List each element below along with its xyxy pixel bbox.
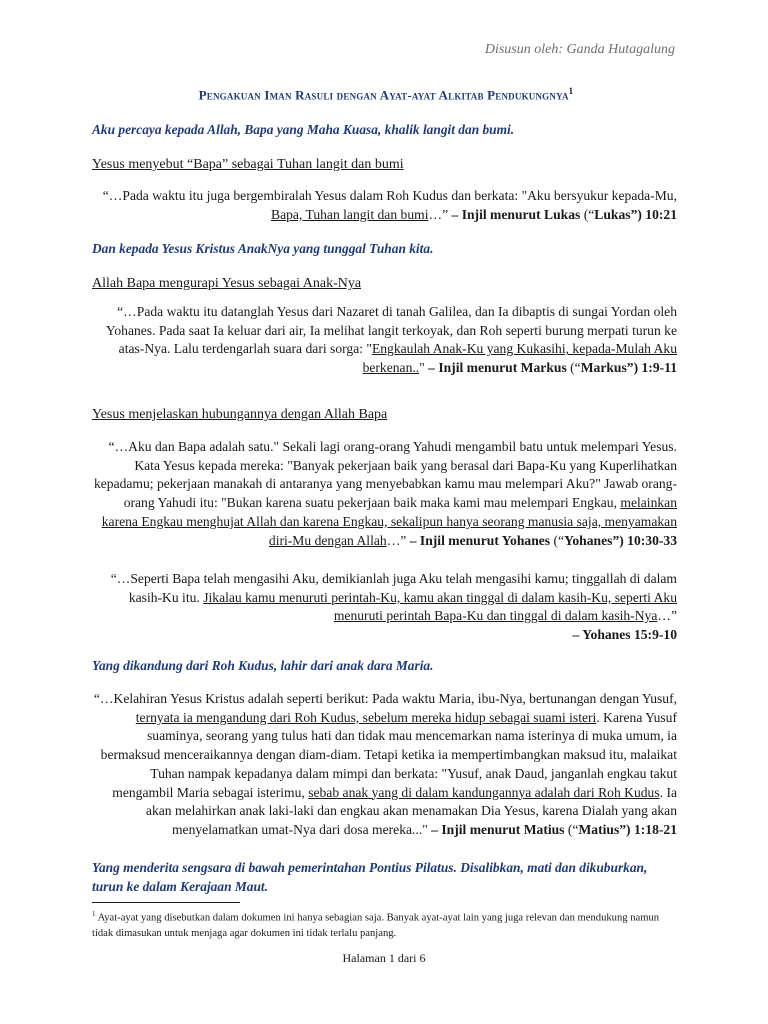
quote-yohanes-15: [92, 570, 677, 645]
quote-underlined: Jikalau kamu menuruti perintah-Ku, kamu akan tinggal di dalam kasih-Ku, seperti Aku menuruti perintah Bapa-Ku dan tinggal di dalam kasih-Nya: [203, 589, 677, 624]
footnote-mark: 1: [92, 910, 96, 918]
quote-underlined: Bapa, Tuhan langit dan bumi: [271, 206, 429, 222]
verse-chapter: ”) 10:21: [630, 206, 677, 222]
title-text: Pengakuan Iman Rasuli dengan Ayat-ayat Alkitab Pendukungnya: [198, 87, 569, 103]
author-credit: Disusun oleh: Ganda Hutagalung: [484, 42, 675, 57]
quote-markus: [92, 303, 677, 378]
creed-heading-4: Yang menderita sengsara di bawah pemerintahan Pontius Pilatus. Disalibkan, mati dan dikuburkan, turun ke dalam Kerajaan Maut.: [92, 860, 648, 894]
subheading-2: Allah Bapa mengurapi Yesus sebagai Anak-Nya: [92, 276, 362, 291]
verse-book: Lukas: [594, 206, 631, 222]
verse-book: Yohanes: [564, 532, 613, 548]
footnote-text: Ayat-ayat yang disebutkan dalam dokumen ini hanya sebagian saja. Banyak ayat-ayat lain yang juga relevan dan mendukung namun tidak dimasukan untuk menjaga agar dokumen ini tidak terlalu panjang.: [92, 912, 660, 939]
quote-text: …”: [428, 206, 452, 222]
quote-lukas: [92, 187, 677, 224]
creed-heading-3: Yang dikandung dari Roh Kudus, lahir dari anak dara Maria.: [92, 658, 434, 673]
quote-underlined: Engkaulah Anak-Ku yang Kukasihi, kepada-Mulah Aku berkenan..: [362, 341, 677, 376]
verse-chapter: ”) 1:9-11: [626, 360, 677, 376]
footnote-ref[interactable]: 1: [568, 86, 574, 96]
quote-text: “…Pada waktu itu juga bergembiralah Yesus dalam Roh Kudus dan berkata: "Aku bersyukur kepada-Mu,: [102, 188, 677, 203]
document-title: [92, 86, 680, 103]
quote-yohanes-10: [92, 438, 677, 550]
footnote: [92, 907, 680, 941]
verse-reference-punct: (“: [550, 532, 565, 548]
verse-reference-punct: (“: [566, 360, 581, 376]
quote-matius: [92, 690, 677, 840]
verse-chapter: ”) 10:30-33: [612, 532, 677, 548]
creed-heading-2: Dan kepada Yesus Kristus AnakNya yang tunggal Tuhan kita.: [92, 241, 434, 256]
quote-text: …”: [386, 532, 410, 548]
subheading-1: Yesus menyebut “Bapa” sebagai Tuhan langit dan bumi: [92, 157, 404, 172]
verse-reference: – Injil menurut Lukas: [451, 206, 581, 222]
quote-text: . Ia akan melahirkan anak laki-laki dan engkau akan menamakan Dia Yesus, karena Dialah yang akan menyelamatkan umat-Nya dari dosa mereka...": [145, 784, 677, 837]
verse-reference: – Injil menurut Yohanes: [409, 532, 551, 548]
verse-chapter: ”) 1:18-21: [619, 821, 677, 837]
verse-reference-punct: (“: [564, 821, 579, 837]
quote-text: “…Aku dan Bapa adalah satu." Sekali lagi orang-orang Yahudi mengambil batu untuk melempari Yesus. Kata Yesus kepada mereka: "Banyak pekerjaan baik yang berasal dari Bapa-Ku yang Kuperlihatkan kepadamu; pekerjaan manakah di antaranya yang menyebabkan kamu mau melempari Aku?" Jawab orang-orang Yahudi itu: "Bukan karena suatu pekerjaan baik maka kami mau melempari Engkau,: [93, 439, 677, 511]
quote-text: . Karena Yusuf suaminya, seorang yang tulus hati dan tidak mau mencemarkan nama isterinya di muka umum, ia bermaksud menceraikannya dengan diam-diam. Tetapi ketika ia mempertimbangkan maksud itu, malaikat Tuhan nampak kepadanya dalam mimpi dan berkata: "Yusuf, anak Daud, janganlah engkau takut mengambil Maria sebagai isterimu,: [100, 709, 677, 800]
quote-text: …”: [657, 608, 677, 624]
quote-underlined: melainkan karena Engkau menghujat Allah dan karena Engkau, sekalipun hanya seorang manusia saja, menyamakan diri-Mu dengan Allah: [101, 495, 677, 548]
quote-underlined: sebab anak yang di dalam kandungannya adalah dari Roh Kudus: [308, 784, 660, 800]
page-number: Halaman 1 dari 6: [342, 951, 426, 965]
verse-reference: – Injil menurut Markus: [428, 360, 567, 376]
creed-heading-1: Aku percaya kepada Allah, Bapa yang Maha Kuasa, khalik langit dan bumi.: [92, 122, 515, 137]
subheading-3: Yesus menjelaskan hubungannya dengan Allah Bapa: [92, 407, 388, 422]
quote-underlined: ternyata ia mengandung dari Roh Kudus, sebelum mereka hidup sebagai suami isteri: [135, 709, 597, 725]
verse-book: Matius: [578, 821, 620, 837]
quote-text: “…Kelahiran Yesus Kristus adalah seperti berikut: Pada waktu Maria, ibu-Nya, bertunangan dengan Yusuf,: [93, 691, 677, 706]
verse-reference: – Yohanes 15:9-10: [572, 627, 677, 643]
quote-text: “…Pada waktu itu datanglah Yesus dari Nazaret di tanah Galilea, dan Ia dibaptis di sungai Yordan oleh Yohanes. Pada saat Ia keluar dari air, Ia melihat langit terkoyak, dan Roh seperti burung merpati turun ke atas-Nya. Lalu terdengarlah suara dari sorga: ": [105, 304, 677, 357]
verse-reference: – Injil menurut Matius: [431, 821, 565, 837]
quote-text: ": [419, 360, 429, 376]
verse-reference-punct: (“: [580, 206, 595, 222]
verse-book: Markus: [580, 360, 627, 376]
quote-text: “…Seperti Bapa telah mengasihi Aku, demikianlah juga Aku telah mengasihi kamu; tinggallah di dalam kasih-Ku itu.: [110, 571, 677, 605]
footnote-separator: [92, 902, 240, 903]
